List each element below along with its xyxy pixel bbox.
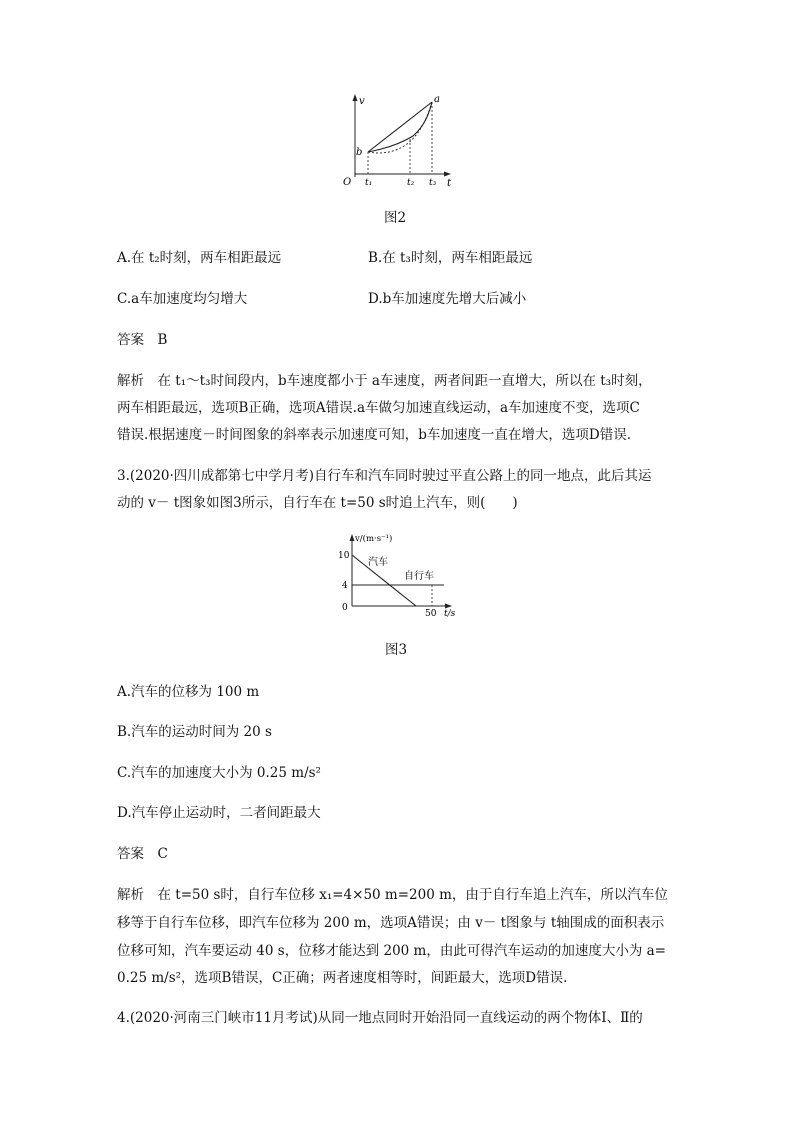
figure-2-caption: 图2 [384,210,407,226]
tick-label-10: 10 [338,551,350,561]
q3-option-d: D.汽车停止运动时，二者间距最大 [117,805,321,821]
axis-label-t: t/s [444,609,456,619]
axis-label-v: v [359,96,365,107]
q3-option-a: A.汽车的位移为 100 m [117,684,260,700]
q2-analysis-line-2: 两车相距最远，选项B正确，选项A错误.a车做匀加速直线运动，a车加速度不变，选项C [117,400,640,416]
q3-analysis-line-1: 解析 在 t=50 s时，自行车位移 x₁=4×50 m=200 m，由于自行车追上汽车，所以汽车位 [117,887,668,903]
tick-label-t3: t₃ [429,178,437,187]
q3-stem-line-2: 动的 v－ t图象如图3所示，自行车在 t=50 s时追上汽车，则( ) [117,495,518,511]
tick-label-4: 4 [342,581,348,591]
curve-label-a: a [434,94,440,105]
q2-analysis-line-1: 解析 在 t₁～t₃时间段内，b车速度都小于 a车速度，两者间距一直增大，所以在 t₃时刻， [117,373,652,389]
tick-label-50: 50 [425,609,437,619]
figure-3-caption: 图3 [385,642,408,658]
figure-3-graph [336,530,461,620]
q3-analysis-line-3: 位移可知，汽车要运动 40 s，位移才能达到 200 m，由此可得汽车运动的加速度大小为 a= [117,943,666,959]
q3-option-c: C.汽车的加速度大小为 0.25 m/s² [117,765,321,781]
curve-label-b: b [356,147,363,158]
q2-analysis-line-3: 错误.根据速度－时间图象的斜率表示加速度可知，b车加速度一直在增大，选项D错误. [117,427,632,443]
q4-stem-line-1: 4.(2020·河南三门峡市11月考试)从同一地点同时开始沿同一直线运动的两个物体Ⅰ、Ⅱ的 [117,1010,643,1026]
q2-option-a: A.在 t₂时刻，两车相距最远 [117,250,282,266]
q3-answer: 答案 C [117,846,168,862]
q2-option-d: D.b车加速度先增大后减小 [368,291,527,307]
q2-answer: 答案 B [117,332,168,348]
origin-label: O [343,177,352,187]
q3-stem-line-1: 3.(2020·四川成都第七中学月考)自行车和汽车同时驶过平直公路上的同一地点，此后其运 [117,468,652,484]
line-label-bike: 自行车 [404,571,434,582]
tick-label-0: 0 [342,603,348,613]
q2-option-b: B.在 t₃时刻，两车相距最远 [368,250,533,266]
tick-label-t1: t₁ [365,178,373,187]
axis-label-v: v/(m·s⁻¹) [355,534,393,544]
q3-analysis-line-2: 移等于自行车位移，即汽车位移为 200 m，选项A错误；由 v－ t图象与 t轴围成的面积表示 [117,915,665,931]
line-label-car: 汽车 [368,557,388,568]
figure-2-graph [335,92,460,187]
axis-label-t: t [447,178,452,187]
q3-analysis-line-4: 0.25 m/s²，选项B错误，C正确；两者速度相等时，间距最大，选项D错误. [117,970,568,986]
q2-option-c: C.a车加速度均匀增大 [117,291,248,307]
tick-label-t2: t₂ [407,178,415,187]
q3-option-b: B.汽车的运动时间为 20 s [117,724,272,740]
